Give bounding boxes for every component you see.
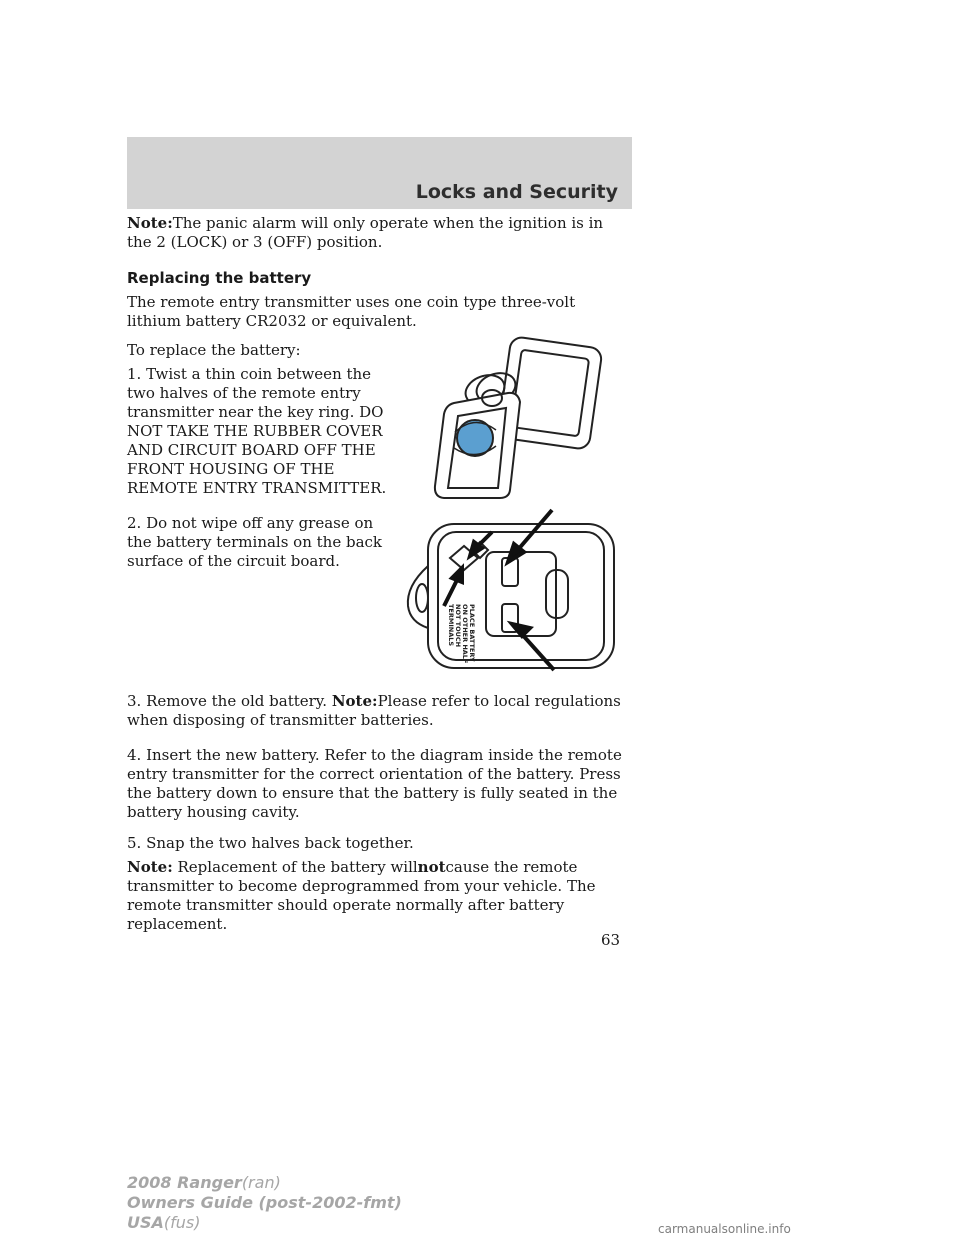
step-4: 4. Insert the new battery. Refer to the diagram inside the remote entry transmitter for the correct orientation of the battery. Press the battery down to ensure that the battery is fully seated in the battery housing cavity.: [127, 746, 622, 821]
section-title: Locks and Security: [415, 181, 618, 203]
note-2-pre: Replacement of the battery will: [177, 858, 418, 876]
note-text: The panic alarm will only operate when the ignition is in the 2 (LOCK) or 3 (OFF) position.: [127, 214, 604, 251]
footer-guide: Owners Guide (post-2002-fmt): [127, 1193, 402, 1212]
step-1: 1. Twist a thin coin between the two halves of the remote entry transmitter near the key ring. DO NOT TAKE THE RUBBER COVER AND CIRCUIT BOARD OFF THE FRONT HOUSING OF THE REMOTE ENTRY TRANSMITTER.: [127, 365, 387, 497]
note-2-bold: not: [417, 858, 446, 876]
header-band: [127, 137, 632, 209]
circuit-board-illustration: [404, 506, 618, 676]
intro-paragraph: The remote entry transmitter uses one coin type three-volt lithium battery CR2032 or equivalent.: [127, 293, 576, 330]
step-3-note-text: Please refer to local regulations when disposing of transmitter batteries.: [127, 692, 621, 729]
svg-text:NOT TOUCH: NOT TOUCH: [454, 604, 462, 648]
document-footer: [127, 1173, 402, 1233]
footer-market: USA: [127, 1213, 164, 1232]
battery-note: [127, 858, 632, 934]
svg-text:TERMINALS: TERMINALS: [447, 604, 455, 647]
watermark-link[interactable]: carmanualsonline.info: [658, 1222, 791, 1236]
footer-market-code: (fus): [163, 1213, 201, 1232]
note-label: Note:: [127, 214, 173, 232]
footer-model: 2008 Ranger: [127, 1173, 242, 1192]
note-2-post: cause the remote transmitter to become deprogrammed from your vehicle. The remote transmitter should operate normally after battery replacement.: [127, 858, 596, 933]
step-3-note-label: Note:: [331, 692, 378, 710]
svg-text:ON OTHER HALF: ON OTHER HALF: [461, 604, 469, 664]
step-2: 2. Do not wipe off any grease on the battery terminals on the back surface of the circuit board.: [127, 514, 383, 570]
step-3: [127, 692, 632, 730]
note-2-label: Note:: [127, 858, 173, 876]
to-replace-paragraph: To replace the battery:: [127, 341, 301, 359]
panic-alarm-note: [127, 214, 632, 252]
svg-text:PLACE BATTERY: PLACE BATTERY: [468, 604, 476, 662]
key-fob-illustration: [420, 328, 620, 500]
step-5: 5. Snap the two halves back together.: [127, 834, 414, 852]
footer-model-code: (ran): [241, 1173, 281, 1192]
page-number: 63: [601, 931, 621, 949]
step-3-text: 3. Remove the old battery.: [127, 692, 328, 710]
section-heading: Replacing the battery: [127, 269, 312, 287]
